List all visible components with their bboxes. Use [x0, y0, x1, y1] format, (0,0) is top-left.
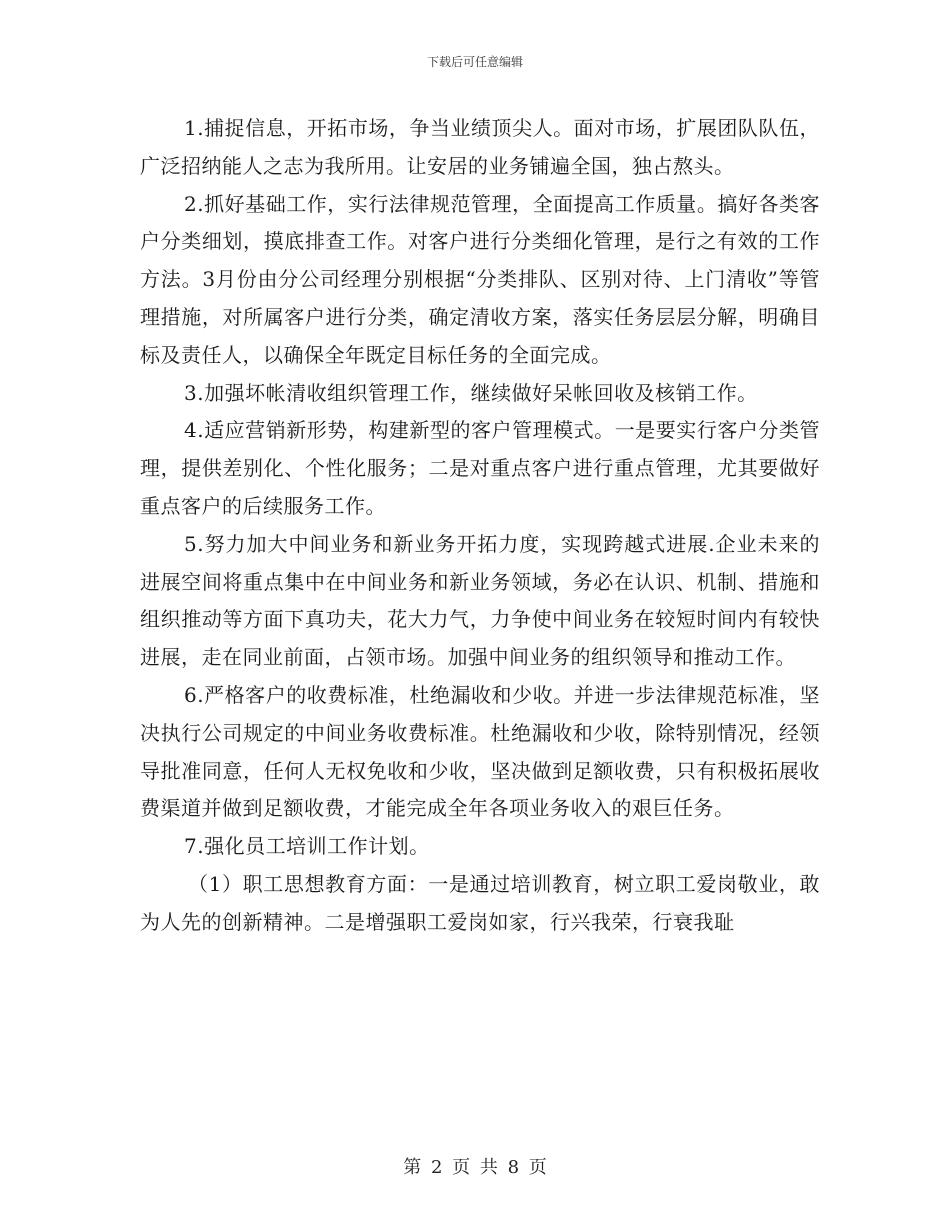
paragraph-item-6: 6.严格客户的收费标准，杜绝漏收和少收。并进一步法律规范标准，坚决执行公司规定的中间业务收费标准。杜绝漏收和少收，除特别情况，经领导批准同意，任何人无权免收和少收，坚决做到足额收费，只有积极拓展收费渠道并做到足额收费，才能完成全年各项业务收入的艰巨任务。: [140, 682, 820, 821]
paragraph-item-2: 2.抓好基础工作，实行法律规范管理，全面提高工作质量。搞好各类客户分类细划，摸底排查工作。对客户进行分类细化管理，是行之有效的工作方法。3月份由分公司经理分别根据“分类排队、区别对待、上门清收”等管理措施，对所属客户进行分类，确定清收方案，落实任务层层分解，明确目标及责任人，以确保全年既定目标任务的全面完成。: [140, 191, 820, 367]
paragraph-item-4: 4.适应营销新形势，构建新型的客户管理模式。一是要实行客户分类管理，提供差别化、个性化服务；二是对重点客户进行重点管理，尤其要做好重点客户的后续服务工作。: [140, 418, 820, 518]
paragraph-item-7: 7.强化员工培训工作计划。: [184, 834, 430, 859]
paragraph-subitem-1: （1）职工思想教育方面：一是通过培训教育，树立职工爱岗敬业，敢为人先的创新精神。二是增强职工爱岗如家，行兴我荣，行衰我耻: [140, 871, 820, 934]
paragraph-item-3: 3.加强坏帐清收组织管理工作，继续做好呆帐回收及核销工作。: [184, 380, 758, 405]
paragraph-item-5: 5.努力加大中间业务和新业务开拓力度，实现跨越式进展.企业未来的进展空间将重点集中在中间业务和新业务领域，务必在认识、机制、措施和组织推动等方面下真功夫，花大力气，力争使中间业务在较短时间内有较快进展，走在同业前面，占领市场。加强中间业务的组织领导和推动工作。: [140, 531, 820, 670]
page-header-note: 下载后可任意编辑: [426, 55, 523, 69]
document-body: [140, 110, 820, 942]
paragraph-item-1: 1.捕捉信息，开拓市场，争当业绩顶尖人。面对市场，扩展团队队伍，广泛招纳能人之志为我所用。让安居的业务铺遍全国，独占熬头。: [140, 116, 820, 178]
page-number-footer: 第 2 页 共 8 页: [403, 1157, 547, 1178]
